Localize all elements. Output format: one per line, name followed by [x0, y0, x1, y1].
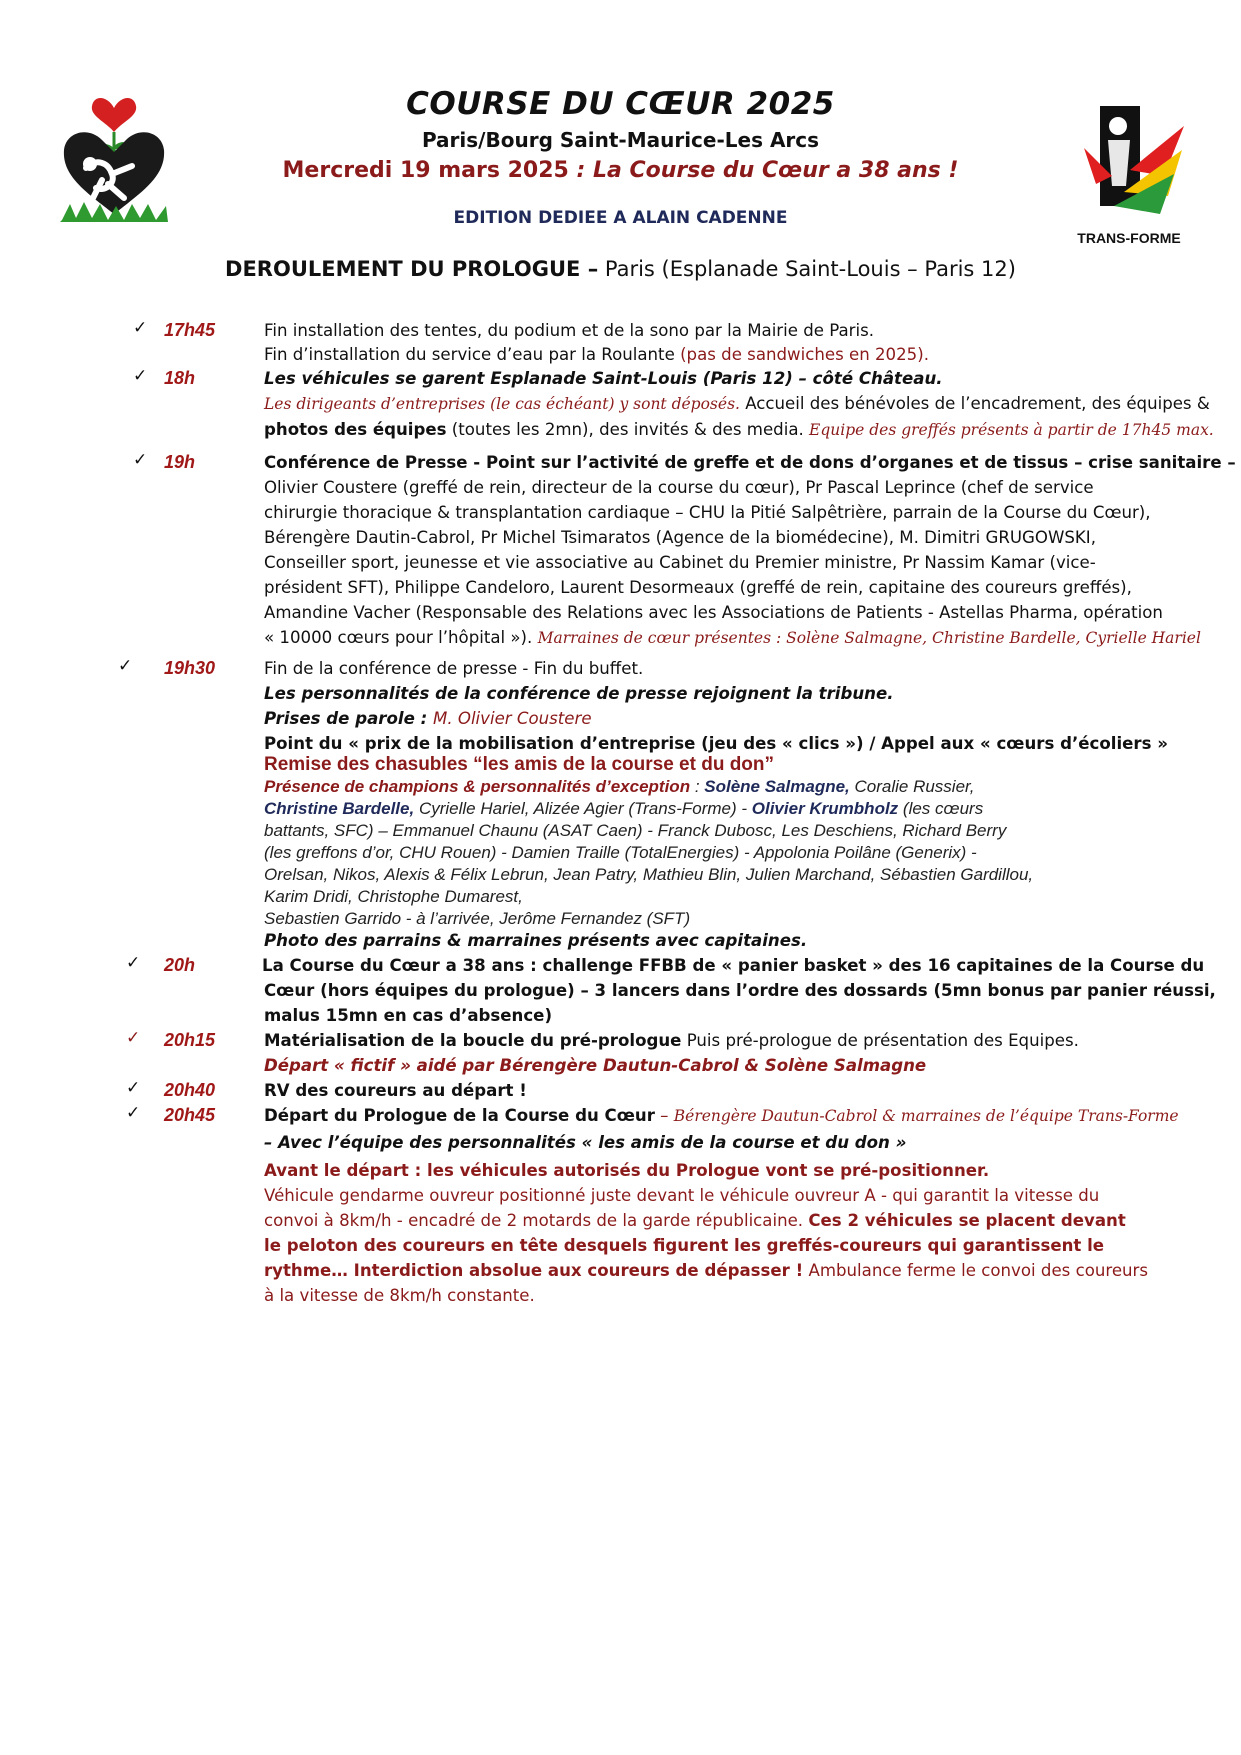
text-span-red: – [654, 1106, 674, 1125]
text-span: Fin d’installation du service d’eau par la Roulante [264, 345, 681, 364]
check-icon: ✓ [133, 318, 148, 338]
text-span-bold: rythme… Interdiction absolue aux coureurs de dépasser ! [264, 1261, 804, 1280]
time-2015: 20h15 [164, 1030, 216, 1050]
document-subtitle: Paris/Bourg Saint-Maurice-Les Arcs [421, 128, 820, 152]
check-icon: ✓ [118, 656, 133, 676]
item-1930-line-10: Orelsan, Nikos, Alexis & Félix Lebrun, Jean Patry, Mathieu Blin, Julien Marchand, Sébastien Gardillou, [264, 865, 1034, 884]
text-span: « 10000 cœurs pour l’hôpital »). [264, 628, 538, 647]
section-heading-place: Paris (Esplanade Saint-Louis – Paris 12) [598, 257, 1016, 281]
item-1930-line-11: Karim Dridi, Christophe Dumarest, [264, 887, 523, 906]
time-18h: 18h [164, 368, 196, 388]
item-1930-line-1: Fin de la conférence de presse - Fin du buffet. [264, 659, 644, 678]
text-span: : [690, 777, 705, 796]
text-span: Accueil des bénévoles de l’encadrement, des équipes & [739, 394, 1210, 413]
text-span-red: (pas de sandwiches en 2025). [680, 345, 929, 364]
text-span-red: Présence de champions & personnalités d’exception [264, 777, 691, 796]
text-span-bold: Départ du Prologue de la Course du Cœur [264, 1106, 655, 1125]
check-icon: ✓ [126, 1078, 141, 1098]
check-icon: ✓ [133, 450, 148, 470]
text-span-red: convoi à 8km/h - encadré de 2 motards de la garde républicaine. [264, 1211, 809, 1230]
item-2015-line-2: Départ « fictif » aidé par Bérengère Dautun-Cabrol & Solène Salmagne [264, 1056, 927, 1075]
event-date: Mercredi 19 mars 2025 [282, 158, 569, 183]
item-20h-line-1: La Course du Cœur a 38 ans : challenge FFBB de « panier basket » des 16 capitaines de la Course du [262, 956, 1205, 975]
item-18h-line-2 [264, 393, 1210, 415]
item-1930-line-2: Les personnalités de la conférence de presse rejoignent la tribune. [264, 684, 894, 703]
item-2045-line-4: Véhicule gendarme ouvreur positionné juste devant le véhicule ouvreur A - qui garantit la vitesse du [264, 1186, 1100, 1205]
check-icon: ✓ [126, 1028, 141, 1048]
item-19h-line-3: chirurgie thoracique & transplantation cardiaque – CHU la Pitié Salpêtrière, parrain de la Course du Cœur), [264, 503, 1151, 522]
text-span-bold: Ces 2 véhicules se placent devant [808, 1211, 1126, 1230]
text-span: Puis pré-prologue de présentation des Equipes. [681, 1031, 1079, 1050]
text-span-bold: Matérialisation de la boucle du pré-prologue [264, 1031, 682, 1050]
item-2045-line-5 [264, 1210, 1126, 1232]
item-19h-line-6: président SFT), Philippe Candeloro, Laurent Desormeaux (greffé de rein, capitaine des coureurs greffés), [264, 578, 1132, 597]
item-18h-line-1: Les véhicules se garent Esplanade Saint-Louis (Paris 12) – côté Château. [264, 369, 943, 388]
item-1930-line-4: Point du « prix de la mobilisation d’entreprise (jeu des « clics ») / Appel aux « cœurs d’écoliers » [264, 734, 1168, 753]
section-heading-bold: DEROULEMENT DU PROLOGUE – [225, 257, 599, 281]
text-span: (les cœurs [898, 799, 984, 818]
check-icon: ✓ [133, 366, 148, 386]
item-1930-line-8: battants, SFC) – Emmanuel Chaunu (ASAT Caen) - Franck Dubosc, Les Deschiens, Richard Berry [264, 821, 1007, 840]
item-1930-line-7 [264, 798, 983, 820]
text-span-handwritten: Marraines de cœur présentes : Solène Salmagne, Christine Bardelle, Cyrielle Hariel [537, 629, 1201, 647]
item-19h-line-4: Bérengère Dautin-Cabrol, Pr Michel Tsimaratos (Agence de la biomédecine), M. Dimitri GRUGOWSKI, [264, 528, 1096, 547]
item-2045-line-6: le peloton des coureurs en tête desquels figurent les greffés-coureurs qui garantissent le [264, 1236, 1105, 1255]
time-1745: 17h45 [164, 320, 216, 340]
item-2015-line-1 [264, 1030, 1079, 1052]
text-span: (toutes les 2mn), des invités & des media. [446, 420, 810, 439]
text-span-navy: Olivier Krumbholz [751, 799, 899, 818]
text-span: – Avec l’équipe des personnalités « les amis de la course et du don » [264, 1133, 907, 1152]
item-20h-line-3: malus 15mn en cas d’absence) [264, 1006, 553, 1025]
item-19h-line-7: Amandine Vacher (Responsable des Relations avec les Associations de Patients - Astellas Pharma, opération [264, 603, 1163, 622]
text-span: Coralie Russier, [849, 777, 975, 796]
text-span-red: M. Olivier Coustere [433, 709, 592, 728]
text-span: Cyrielle Hariel, Alizée Agier (Trans-Forme) - [414, 799, 752, 818]
text-span-navy: Christine Bardelle, [264, 799, 415, 818]
item-1930-line-6 [264, 776, 974, 798]
item-2045-line-8: à la vitesse de 8km/h constante. [264, 1286, 535, 1305]
item-18h-line-3 [264, 419, 1214, 441]
item-1930-line-13: Photo des parrains & marraines présents avec capitaines. [264, 931, 808, 950]
text-span-bold: photos des équipes [264, 420, 447, 439]
item-1930-line-9: (les greffons d’or, CHU Rouen) - Damien Traille (TotalEnergies) - Appolonia Poilâne (Generix) - [264, 843, 977, 862]
item-2040-line-1: RV des coureurs au départ ! [264, 1081, 527, 1100]
time-20h: 20h [164, 955, 196, 975]
item-1930-line-5: Remise des chasubles “les amis de la course et du don” [264, 754, 775, 775]
item-2045-line-3: Avant le départ : les véhicules autorisés du Prologue vont se pré-positionner. [264, 1161, 990, 1180]
check-icon: ✓ [126, 953, 141, 973]
item-19h-line-2: Olivier Coustere (greffé de rein, directeur de la course du cœur), Pr Pascal Leprince (chef de service [264, 478, 1094, 497]
item-1930-line-3 [264, 708, 592, 730]
section-heading [0, 257, 1241, 281]
item-2045-line-1 [264, 1105, 1179, 1127]
item-2045-line-7 [264, 1260, 1148, 1282]
time-1930: 19h30 [164, 658, 216, 678]
check-icon: ✓ [126, 1103, 141, 1123]
item-1745-line-2 [264, 344, 929, 366]
edition-dedication: EDITION DEDIEE A ALAIN CADENNE [453, 208, 788, 228]
text-span-handwritten: Equipe des greffés présents à partir de 17h45 max. [809, 421, 1214, 439]
item-19h-line-1: Conférence de Presse - Point sur l’activité de greffe et de dons d’organes et de tissus – crise sanitaire – [264, 453, 1236, 472]
date-line [0, 158, 1241, 183]
text-span-navy: Solène Salmagne, [704, 777, 850, 796]
item-19h-line-5: Conseiller sport, jeunesse et vie associative au Cabinet du Premier ministre, Pr Nassim Kamar (vice- [264, 553, 1096, 572]
time-2040: 20h40 [164, 1080, 216, 1100]
item-1745-line-1: Fin installation des tentes, du podium et de la sono par la Mairie de Paris. [264, 321, 875, 340]
item-19h-line-8 [264, 627, 1201, 649]
document-title: COURSE DU CŒUR 2025 [406, 86, 835, 122]
item-1930-line-12: Sebastien Garrido - à l’arrivée, Jerôme Fernandez (SFT) [264, 909, 691, 928]
text-span-handwritten: Bérengère Dautun-Cabrol & marraines de l’équipe Trans-Forme [673, 1107, 1179, 1125]
time-2045: 20h45 [164, 1105, 216, 1125]
item-20h-line-2: Cœur (hors équipes du prologue) – 3 lancers dans l’ordre des dossards (5mn bonus par panier réussi, [264, 981, 1216, 1000]
time-19h: 19h [164, 452, 196, 472]
text-span-bold: Prises de parole : [264, 709, 434, 728]
trans-forme-logo-text: TRANS-FORME [1077, 230, 1181, 246]
date-tagline: : La Course du Cœur a 38 ans ! [568, 158, 959, 183]
item-2045-line-2 [264, 1132, 906, 1154]
text-span-red: Ambulance ferme le convoi des coureurs [803, 1261, 1149, 1280]
text-span-handwritten: Les dirigeants d’entreprises (le cas échéant) y sont déposés. [264, 395, 740, 413]
